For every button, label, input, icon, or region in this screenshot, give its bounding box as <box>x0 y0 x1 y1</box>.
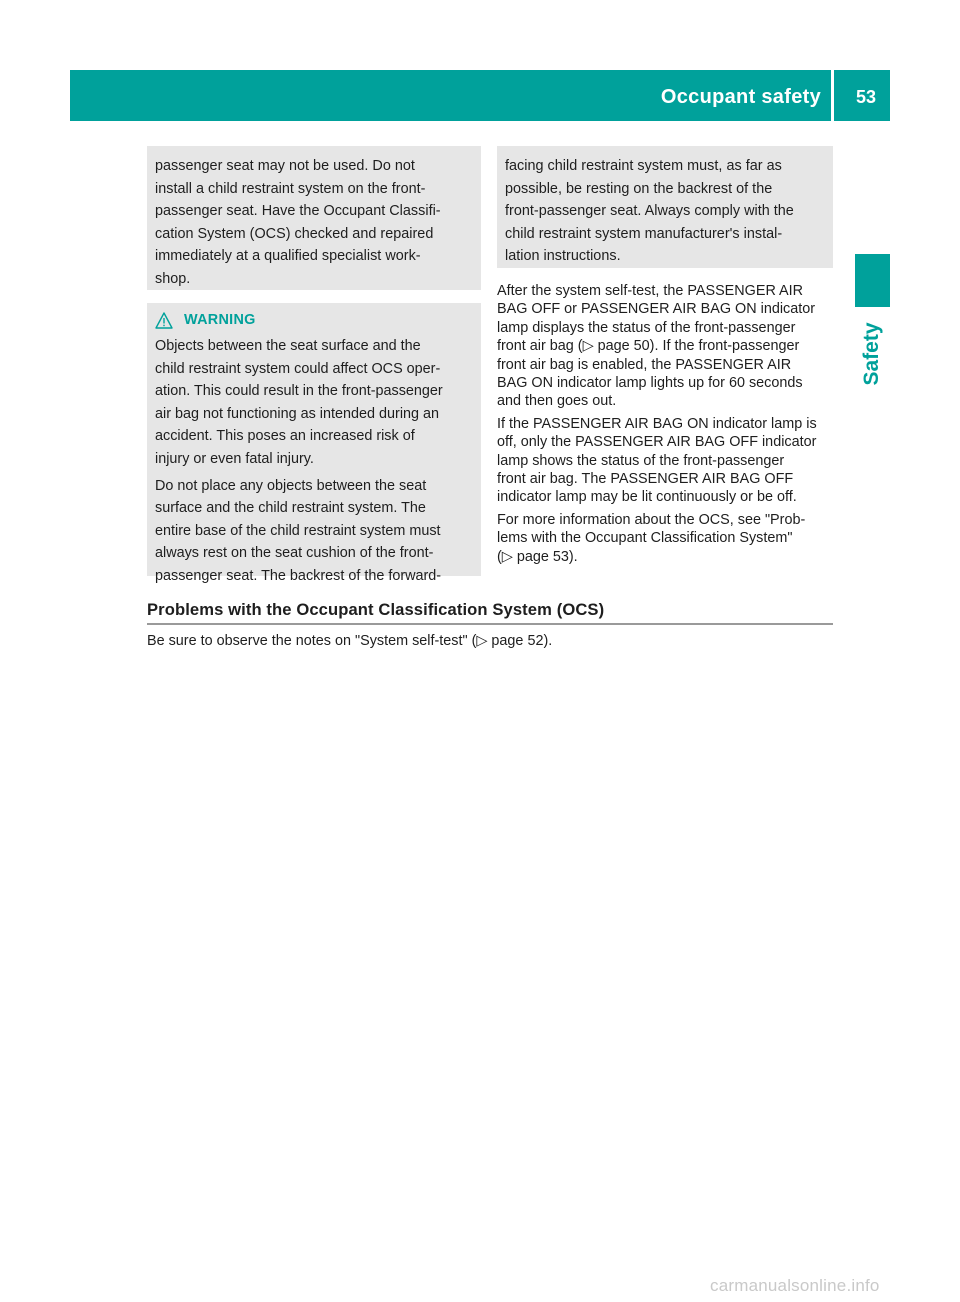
right-note-box <box>497 146 833 268</box>
warning-paragraph-1: Objects between the seat surface and the child restraint system could affect OCS oper- ation. This could result in the front-passenger air bag not functioning as intended during an accident. This poses an increased risk of injury or even fatal injury. <box>155 338 443 467</box>
section-tab-label: Safety <box>860 322 883 386</box>
page-number: 53 <box>855 87 876 107</box>
section-tab-marker <box>855 254 890 307</box>
right-column-text <box>497 282 837 570</box>
warning-box <box>147 303 481 584</box>
header-title: Occupant safety <box>660 86 821 108</box>
warning-triangle-icon <box>155 312 173 329</box>
section-heading: Problems with the Occupant Classification System (OCS) <box>147 600 605 619</box>
page-header <box>70 70 890 121</box>
warning-paragraph-2: Do not place any objects between the seat surface and the child restraint system. The entire base of the child restraint system must always rest on the seat cushion of the front- passenger seat. The backrest of the forward- <box>155 477 442 584</box>
warning-label: WARNING <box>184 312 256 328</box>
right-paragraph-1: After the system self-test, the PASSENGER AIR BAG OFF or PASSENGER AIR BAG ON indicator lamp displays the status of the front-passenger front air bag (▷ page 50). If the front-passenger front air bag is enabled, the PASSENGER AIR BAG ON indicator lamp lights up for 60 seconds and then goes out. <box>497 283 816 410</box>
warning-header <box>155 308 473 332</box>
left-note-text: passenger seat may not be used. Do not install a child restraint system on the front- passenger seat. Have the Occupant Classifi- cation System (OCS) checked and repaired immediately at a qualified specialist work- shop. <box>155 158 441 287</box>
left-note-box <box>147 146 481 290</box>
watermark: carmanualsonline.info <box>710 1276 880 1295</box>
right-paragraph-3: For more information about the OCS, see "Prob- lems with the Occupant Classification System" (▷ page 53). <box>497 511 806 565</box>
section-divider <box>147 623 833 625</box>
right-note-text: facing child restraint system must, as far as possible, be resting on the backrest of the front-passenger seat. Always comply with the child restraint system manufacturer's instal- lation instructions. <box>505 158 794 265</box>
right-paragraph-2: If the PASSENGER AIR BAG ON indicator lamp is off, only the PASSENGER AIR BAG OFF indicator lamp shows the status of the front-passenger front air bag. The PASSENGER AIR BAG OFF indicator lamp may be lit continuously or be off. <box>497 415 817 506</box>
section-body: Be sure to observe the notes on "System self-test" (▷ page 52). <box>147 633 553 649</box>
header-divider <box>831 70 834 121</box>
